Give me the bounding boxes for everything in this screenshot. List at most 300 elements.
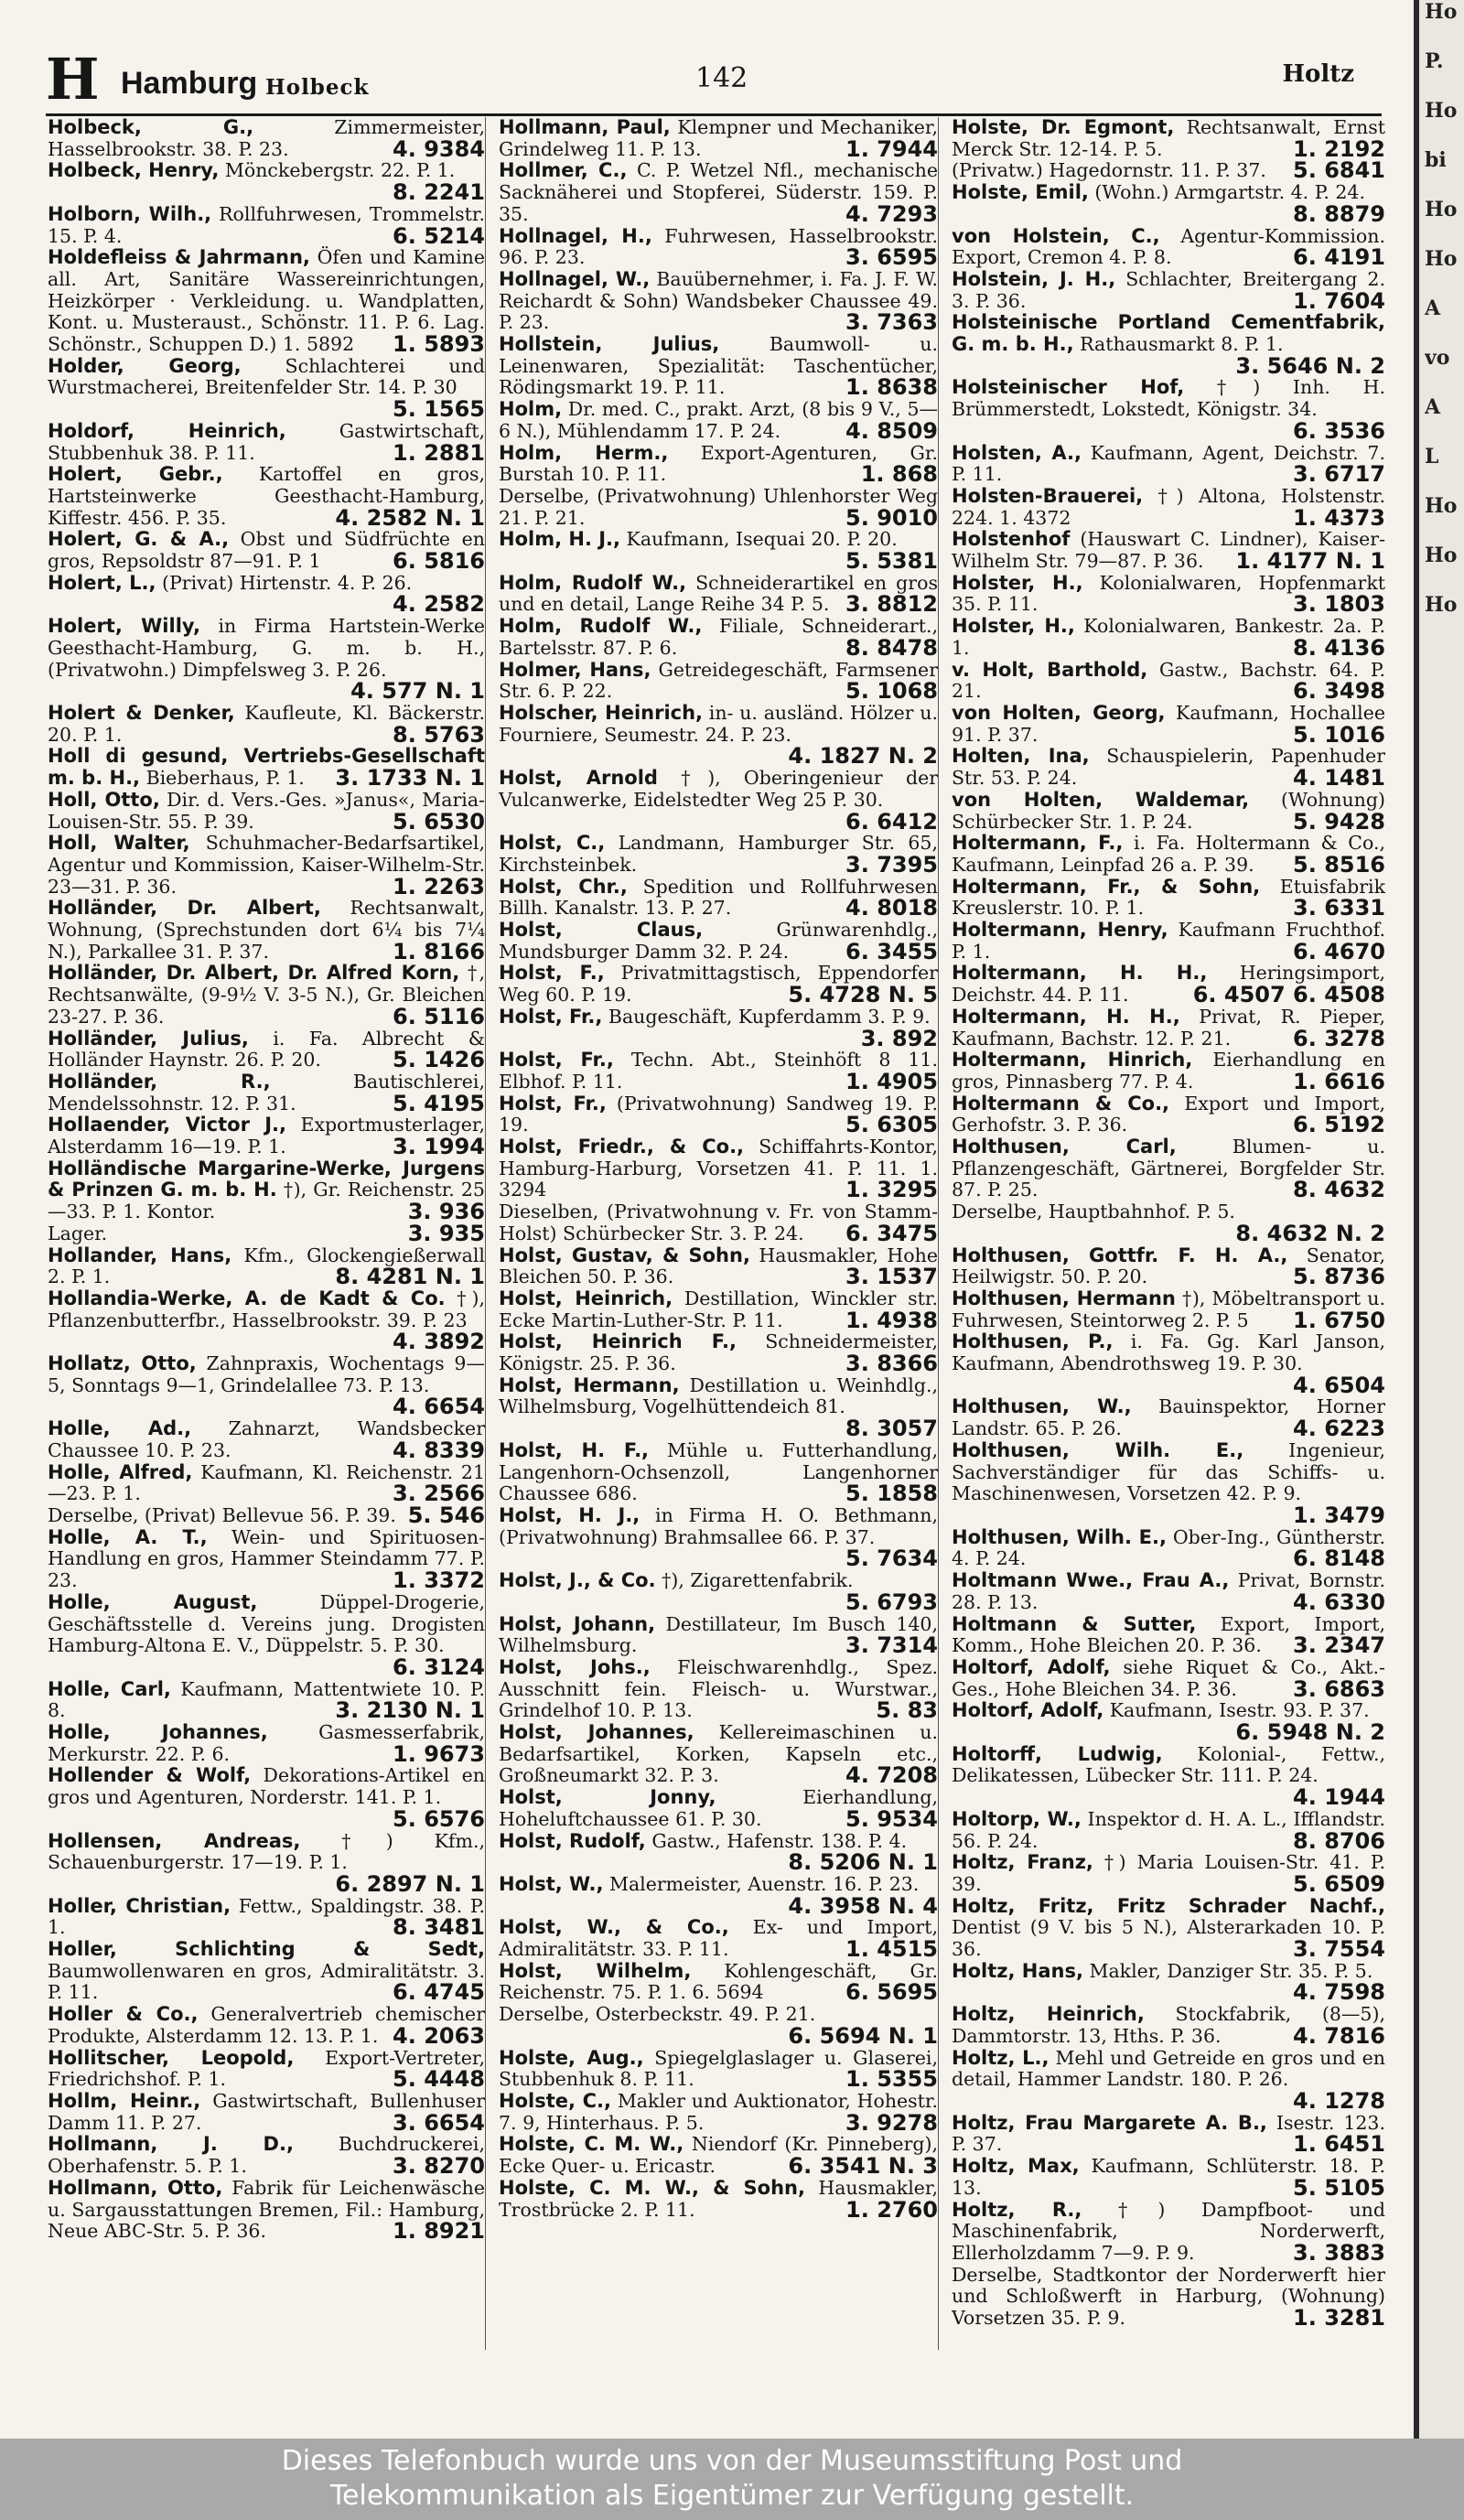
subscriber-name: Holtz, Frau Margarete A. B., bbox=[952, 2111, 1267, 2134]
subscriber-name: Holler & Co., bbox=[48, 2003, 199, 2026]
phone-number: 4. 3958 N. 4 bbox=[788, 1892, 938, 1919]
subscriber-details: Gastwirtschaft, Bullenhuser Damm 11. P. 27. bbox=[48, 2089, 485, 2134]
listing-entry bbox=[48, 963, 485, 1028]
subscriber-details: †) Altona, Holstenstr. 224. 1. 4372 bbox=[952, 484, 1385, 529]
column-2 bbox=[499, 117, 939, 2350]
listing-entry bbox=[499, 1657, 938, 1722]
phone-number: 3. 936 bbox=[407, 1199, 485, 1225]
subscriber-name: Holsten, A., bbox=[952, 441, 1082, 464]
listing-entry bbox=[499, 399, 938, 442]
listing-entry bbox=[499, 1050, 938, 1093]
phone-number: 3. 7554 bbox=[1293, 1936, 1385, 1963]
subscriber-name: Holst, C., bbox=[499, 832, 606, 855]
phone-number: 1. 4177 N. 1 bbox=[1235, 548, 1385, 575]
phone-number: 1. 6451 bbox=[1293, 2131, 1385, 2158]
phone-number: 6. 6412 bbox=[845, 808, 938, 835]
listing-entry bbox=[48, 1220, 485, 1246]
subscriber-details: †), Gr. Reichenstr. 25—33. P. 1. Kontor. bbox=[48, 1179, 485, 1223]
listing-entry bbox=[48, 2048, 485, 2091]
listing-entry bbox=[952, 2265, 1385, 2330]
subscriber-name: Holst, Fr., bbox=[499, 1092, 607, 1115]
subscriber-name: Holm, Rudolf W., bbox=[499, 615, 703, 638]
phone-number: 1. 3295 bbox=[845, 1177, 938, 1203]
subscriber-name: Holst, Arnold bbox=[499, 767, 658, 790]
subscriber-details: Kohlengeschäft, Gr. Reichenstr. 75. P. 1. 6. 5694 bbox=[499, 1959, 938, 2004]
subscriber-details: Derselbe, (Privat) Bellevue 56. P. 39. bbox=[48, 1504, 396, 1526]
edge-fragment: Ho bbox=[1425, 101, 1458, 123]
listing-entry bbox=[499, 1831, 938, 1874]
listing-entry bbox=[952, 1852, 1385, 1895]
phone-number: 8. 8478 bbox=[845, 634, 938, 661]
listing-entry bbox=[48, 2004, 485, 2047]
listing-entry bbox=[48, 703, 485, 746]
subscriber-name: Holle, A. T., bbox=[48, 1525, 208, 1548]
phone-number: 1. 2760 bbox=[845, 2196, 938, 2223]
subscriber-details: (Privat) Hirtenstr. 4. P. 26. bbox=[162, 571, 413, 594]
subscriber-details: (Privatw.) Hagedornstr. 11. P. 37. bbox=[952, 159, 1266, 182]
phone-number: 5. 7634 bbox=[845, 1545, 938, 1572]
page-header bbox=[46, 46, 1382, 113]
subscriber-name: Holste, C. M. W., & Sohn, bbox=[499, 2176, 805, 2199]
listing-entry bbox=[499, 1505, 938, 1570]
subscriber-name: Holert, L., bbox=[48, 571, 156, 594]
phone-number: 3. 6654 bbox=[393, 2109, 485, 2136]
listing-entry bbox=[499, 573, 938, 616]
subscriber-details: Malermeister, Auenstr. 16. P. 23. bbox=[608, 1872, 920, 1895]
subscriber-details: (Wohn.) Armgartstr. 4. P. 24. bbox=[1094, 181, 1365, 204]
subscriber-name: Holländer, R., bbox=[48, 1070, 271, 1093]
subscriber-name: Holste, C. M. W., bbox=[499, 2133, 684, 2156]
subscriber-details: Düppel-Drogerie, Geschäftsstelle d. Vereins jung. Drogisten Hamburg-Altona E. V., Düppelstr. 5. P. 30. bbox=[48, 1590, 485, 1657]
subscriber-name: Holtermann, H. H., bbox=[952, 962, 1208, 985]
subscriber-name: Hollnagel, H., bbox=[499, 224, 652, 247]
subscriber-details: (Privatwohnung) Sandweg 19. P. 19. bbox=[499, 1092, 938, 1136]
subscriber-name: Holthusen, Carl, bbox=[952, 1136, 1177, 1158]
listing-entry bbox=[952, 1744, 1385, 1809]
subscriber-name: Holst, Heinrich F., bbox=[499, 1330, 737, 1353]
listing-entry bbox=[952, 1395, 1385, 1442]
listing-entry bbox=[952, 1245, 1385, 1288]
subscriber-name: Holten, Ina, bbox=[952, 745, 1090, 768]
subscriber-name: Holst, Fr., bbox=[499, 1049, 614, 1072]
phone-number: 5. 5381 bbox=[845, 548, 938, 575]
listing-entry bbox=[952, 157, 1385, 184]
listing-entry bbox=[48, 1722, 485, 1765]
subscriber-details: Kaufleute, Kl. Bäckerstr. 20. P. 1. bbox=[48, 701, 485, 746]
phone-number: 6. 5695 bbox=[845, 1979, 938, 2006]
phone-number: 6. 5116 bbox=[393, 1003, 485, 1029]
phone-number: 3. 9278 bbox=[845, 2109, 938, 2136]
listing-entry bbox=[499, 2048, 938, 2091]
listing-entry bbox=[48, 573, 485, 616]
subscriber-details: Gastwirtschaft, Stubbenhuk 38. P. 11. bbox=[48, 419, 485, 464]
listing-entry bbox=[952, 1440, 1385, 1527]
phone-number: 3. 5646 N. 2 bbox=[1235, 352, 1385, 379]
phone-number: 5. 8516 bbox=[1293, 851, 1385, 878]
subscriber-details: Blumen- u. Pflanzengeschäft, Gärtnerei, Borgfelder Str. 87. P. 25. bbox=[952, 1136, 1385, 1201]
listing-entry bbox=[952, 2200, 1385, 2265]
subscriber-name: Holste, Aug., bbox=[499, 2046, 644, 2069]
subscriber-details: †), Zigarettenfabrik. bbox=[662, 1569, 854, 1592]
phone-number: 5. 6530 bbox=[393, 808, 485, 835]
subscriber-name: Hollmann, Paul, bbox=[499, 117, 671, 138]
phone-number: 3. 1733 N. 1 bbox=[335, 765, 485, 792]
phone-number: 6. 3536 bbox=[1293, 417, 1385, 444]
listing-entry bbox=[952, 1201, 1385, 1244]
listing-entry bbox=[952, 745, 1385, 792]
phone-number: 3. 6863 bbox=[1293, 1675, 1385, 1702]
subscriber-name: Holst, Fr., bbox=[499, 1005, 603, 1028]
subscriber-details: Zimmermeister, Hasselbrookstr. 38. P. 23. bbox=[48, 117, 485, 160]
phone-number: 4. 1944 bbox=[1293, 1784, 1385, 1811]
subscriber-details: in- u. ausländ. Hölzer u. Fourniere, Seumestr. 24. P. 23. bbox=[499, 701, 938, 746]
edge-fragment: L bbox=[1425, 447, 1439, 468]
subscriber-details: Baugeschäft, Kupferdamm 3. P. 9. bbox=[608, 1005, 931, 1028]
phone-number: 5. 6509 bbox=[1293, 1870, 1385, 1897]
edge-fragment: bi bbox=[1425, 150, 1447, 172]
listing-entry bbox=[952, 2048, 1385, 2113]
phone-number: 1. 5893 bbox=[393, 331, 485, 358]
subscriber-name: Holländer, Dr. Albert, Dr. Alfred Korn, bbox=[48, 962, 460, 985]
subscriber-details: Filiale, Schneiderart., Bartelsstr. 87. P. 6. bbox=[499, 615, 938, 659]
subscriber-name: Holscher, Heinrich, bbox=[499, 701, 704, 724]
phone-number: 6. 4745 bbox=[393, 1979, 485, 2006]
listing-entry bbox=[952, 963, 1385, 1006]
listing-entry bbox=[952, 1657, 1385, 1700]
phone-number: 5. 6841 bbox=[1293, 157, 1385, 184]
listing-entry bbox=[499, 2133, 939, 2180]
phone-number: 5. 4195 bbox=[393, 1090, 485, 1116]
phone-number: 5. 546 bbox=[407, 1502, 485, 1528]
subscriber-details: †, Rechtsanwälte, (9-9½ V. 3-5 N.), Gr. Bleichen 23-27. P. 36. bbox=[48, 962, 485, 1028]
subscriber-details: Privat, Bornstr. 28. P. 13. bbox=[952, 1569, 1385, 1613]
subscriber-name: Holtz, Max, bbox=[952, 2155, 1080, 2178]
subscriber-details: Dr. med. C., prakt. Arzt, (8 bis 9 V., 5—6 N.), Mühlendamm 17. P. 24. bbox=[499, 398, 938, 442]
subscriber-details: Kaufmann, Isequai 20. P. 20. bbox=[626, 528, 898, 551]
phone-number: 6. 3541 N. 3 bbox=[788, 2153, 938, 2180]
edge-fragment: A bbox=[1425, 298, 1441, 320]
subscriber-details: Export und Import, Gerhofstr. 3. P. 36. bbox=[952, 1092, 1385, 1136]
listing-entry bbox=[952, 226, 1385, 269]
subscriber-details: Destillation u. Weinhdlg., Wilhelmsburg, Vogelhüttendeich 81. bbox=[499, 1373, 938, 1418]
listing-entry bbox=[499, 117, 938, 160]
phone-number: 4. 577 N. 1 bbox=[350, 678, 485, 705]
subscriber-details: C. P. Wetzel Nfl., mechanische Sacknäherei und Stopferei, Süderstr. 159. P. 35. bbox=[499, 159, 938, 225]
subscriber-name: Holst, Johannes, bbox=[499, 1721, 694, 1744]
phone-number: 4. 7293 bbox=[845, 200, 938, 227]
listing-entry bbox=[952, 703, 1385, 746]
subscriber-details: Bautischlerei, Mendelssohnstr. 12. P. 31. bbox=[48, 1070, 485, 1115]
subscriber-name: Hollaender, Victor J., bbox=[48, 1114, 287, 1136]
subscriber-details: Schlachterei und Wurstmacherei, Breitenfelder Str. 14. P. 30 bbox=[48, 354, 485, 399]
subscriber-details: Rechtsanwalt, Wohnung, (Sprechstunden dort 6¼ bis 7¼ N.), Parkallee 31. P. 37. bbox=[48, 897, 485, 963]
listing-entry bbox=[499, 226, 938, 269]
phone-number: 3. 7363 bbox=[845, 309, 938, 336]
subscriber-details: Schneidermeister, Königstr. 25. P. 36. bbox=[499, 1330, 938, 1375]
phone-number: 3. 1537 bbox=[845, 1264, 938, 1290]
listing-entry bbox=[952, 1288, 1385, 1331]
subscriber-name: Hollstein, Julius, bbox=[499, 333, 720, 356]
subscriber-details: †) Dampfboot- und Maschinenfabrik, Norderwerft, Ellerholzdamm 7—9. P. 9. bbox=[952, 2198, 1385, 2264]
phone-number: 1. 8166 bbox=[393, 938, 485, 964]
phone-number: 1. 8921 bbox=[393, 2218, 485, 2245]
city-name: Hamburg bbox=[121, 66, 258, 101]
listing-entry bbox=[952, 377, 1385, 442]
listing-entry bbox=[48, 1288, 485, 1353]
phone-number: 3. 7314 bbox=[845, 1632, 938, 1659]
listing-entry bbox=[48, 1831, 485, 1896]
column-1 bbox=[48, 117, 486, 2350]
listing-entry bbox=[952, 1896, 1385, 1961]
phone-number: 5. 4448 bbox=[393, 2066, 485, 2093]
listing-entry bbox=[48, 204, 485, 247]
listing-entry bbox=[499, 1874, 938, 1917]
listing-entry bbox=[48, 1527, 485, 1592]
listing-entry bbox=[499, 1201, 938, 1244]
phone-number: 8. 5206 N. 1 bbox=[788, 1849, 938, 1876]
listing-entry bbox=[499, 443, 938, 486]
subscriber-name: Holle, August, bbox=[48, 1590, 258, 1613]
subscriber-name: Holst, Friedr., & Co., bbox=[499, 1136, 745, 1158]
listing-entry bbox=[48, 1028, 485, 1072]
listing-entry bbox=[952, 2004, 1385, 2047]
subscriber-details: Kaufmann, Isestr. 93. P. 37. bbox=[1109, 1699, 1370, 1722]
subscriber-name: Holtz, Franz, bbox=[952, 1851, 1093, 1874]
phone-number: 8. 8706 bbox=[1293, 1827, 1385, 1854]
phone-number: 3. 8812 bbox=[845, 591, 938, 618]
subscriber-details: Kellereimaschinen u. Bedarfsartikel, Korken, Kapseln etc., Großneumarkt 32. P. 3. bbox=[499, 1721, 938, 1787]
phone-number: 8. 8879 bbox=[1293, 200, 1385, 227]
subscriber-details: Zahnarzt, Wandsbecker Chaussee 10. P. 23. bbox=[48, 1417, 485, 1461]
subscriber-name: Holthusen, Wilh. E., bbox=[952, 1525, 1167, 1548]
listing-entry bbox=[952, 1699, 1385, 1746]
subscriber-details: Generalvertrieb chemischer Produkte, Alsterdamm 12. 13. P. 1. bbox=[48, 2003, 485, 2047]
subscriber-details: in Firma Hartstein-Werke Geesthacht-Hamburg, G. m. b. H., (Privatwohn.) Dimpfelsweg 3. P. 26. bbox=[48, 615, 485, 681]
phone-number: 1. 6750 bbox=[1293, 1307, 1385, 1333]
subscriber-name: Holert, Gebr., bbox=[48, 463, 223, 486]
last-entry-name: Holtz bbox=[1282, 60, 1354, 88]
subscriber-details: Derselbe, Osterbeckstr. 49. P. 21. bbox=[499, 2003, 816, 2026]
subscriber-name: v. Holt, Barthold, bbox=[952, 658, 1148, 681]
phone-number: 6. 3278 bbox=[1293, 1025, 1385, 1051]
subscriber-name: Hollander, Hans, bbox=[48, 1244, 232, 1266]
subscriber-details: Mönckebergstr. 22. P. 1. bbox=[224, 159, 456, 182]
phone-number: 4. 1278 bbox=[1293, 2087, 1385, 2114]
subscriber-details: Dieselben, (Privatwohnung v. Fr. von Stamm-Holst) Schürbecker Str. 3. P. 24. bbox=[499, 1201, 938, 1244]
subscriber-details: Kaufmann, Hochallee 91. P. 37. bbox=[952, 701, 1385, 746]
subscriber-details: Kaufmann, Agent, Deichstr. 7. P. 11. bbox=[952, 441, 1385, 486]
phone-number: 3. 6717 bbox=[1293, 461, 1385, 488]
subscriber-name: Holert, Willy, bbox=[48, 615, 200, 638]
subscriber-name: Hollnagel, W., bbox=[499, 267, 651, 290]
subscriber-name: Holtz, L., bbox=[952, 2046, 1050, 2069]
subscriber-details: Fleischwarenhdlg., Spez. Ausschnitt fein. Fleisch- u. Wurstwar., Grindelhof 10. P. 13. bbox=[499, 1655, 938, 1722]
subscriber-details: Obst und Südfrüchte en gros, Repsoldstr 87—91. P. 1 bbox=[48, 528, 485, 573]
phone-number: 5. 6576 bbox=[393, 1805, 485, 1832]
phone-number: 4. 3892 bbox=[393, 1329, 485, 1355]
subscriber-name: Holst, Jonny, bbox=[499, 1786, 716, 1809]
subscriber-details: Schneiderartikel en gros und en detail, Lange Reihe 34 P. 5. bbox=[499, 571, 938, 616]
listing-entry bbox=[952, 877, 1385, 920]
subscriber-details: †) Kfm., Schauenburgerstr. 17—19. P. 1. bbox=[48, 1829, 485, 1874]
listing-entry bbox=[48, 159, 485, 206]
phone-number: 3. 8366 bbox=[845, 1351, 938, 1377]
subscriber-name: Holthusen, P., bbox=[952, 1330, 1114, 1353]
phone-number: 1. 4905 bbox=[845, 1068, 938, 1094]
subscriber-details: Fabrik für Leichenwäsche u. Sargausstattungen Bremen, Fil.: Hamburg, Neue ABC-Str. 5. P. 36. bbox=[48, 2176, 485, 2243]
subscriber-name: Holl, Walter, bbox=[48, 832, 190, 855]
subscriber-details: Hausmakler, Hohe Bleichen 50. P. 36. bbox=[499, 1244, 938, 1288]
edge-fragment: A bbox=[1425, 397, 1441, 419]
phone-number: 3. 1994 bbox=[393, 1134, 485, 1160]
listing-entry bbox=[499, 1093, 938, 1136]
listing-entry bbox=[499, 1614, 938, 1657]
phone-number: 8. 3057 bbox=[845, 1416, 938, 1442]
subscriber-details: (Hauswart C. Lindner), Kaiser-Wilhelm Str. 79—87. P. 36. bbox=[952, 528, 1385, 573]
phone-number: 6. 4670 bbox=[1293, 938, 1385, 964]
phone-number: 6. 3475 bbox=[845, 1220, 938, 1246]
subscriber-name: Holthusen, Hermann bbox=[952, 1287, 1176, 1309]
subscriber-details: Landmann, Hamburger Str. 65, Kirchsteinbek. bbox=[499, 832, 938, 876]
subscriber-name: Holst, H. F., bbox=[499, 1438, 650, 1461]
subscriber-name: Holtorff, Ludwig, bbox=[952, 1742, 1163, 1765]
subscriber-name: Holthusen, W., bbox=[952, 1395, 1132, 1418]
subscriber-name: Holländische Margarine-Werke, Jurgens & Prinzen G. m. b. H. bbox=[48, 1157, 485, 1201]
subscriber-name: Holler, Christian, bbox=[48, 1894, 231, 1917]
subscriber-details: Senator, Heilwigstr. 50. P. 20. bbox=[952, 1244, 1385, 1288]
subscriber-details: in Firma H. O. Bethmann, (Privatwohnung) Brahmsallee 66. P. 37. bbox=[499, 1504, 938, 1548]
subscriber-details: Gasmesserfabrik, Merkurstr. 22. P. 6. bbox=[48, 1721, 485, 1765]
listing-entry bbox=[48, 1115, 485, 1158]
subscriber-details: i. Fa. Holtermann & Co., Kaufmann, Leinpfad 26 a. P. 39. bbox=[952, 832, 1385, 876]
phone-number: 4. 7208 bbox=[845, 1762, 938, 1789]
subscriber-details: Eierhandlung, Hoheluftchaussee 61. P. 30. bbox=[499, 1786, 938, 1830]
phone-number: 3. 892 bbox=[860, 1025, 938, 1051]
listing-entry bbox=[48, 1896, 485, 1939]
phone-number: 6. 3124 bbox=[393, 1653, 485, 1680]
subscriber-details: Kolonial-, Fettw., Delikatessen, Lübecker Str. 111. P. 24. bbox=[952, 1742, 1385, 1787]
phone-number: 3. 2130 N. 1 bbox=[335, 1697, 485, 1724]
subscriber-name: Holst, Wilhelm, bbox=[499, 1959, 692, 1982]
subscriber-name: Holtz, Fritz, Fritz Schrader Nachf., bbox=[952, 1894, 1385, 1917]
subscriber-name: Holstein, J. H., bbox=[952, 267, 1116, 290]
listing-entry bbox=[48, 356, 485, 421]
subscriber-name: Holbeck, Henry, bbox=[48, 159, 220, 182]
subscriber-name: Holtermann, Fr., & Sohn, bbox=[952, 875, 1261, 898]
subscriber-details: Kfm., Glockengießerwall 2. P. 1. bbox=[48, 1244, 485, 1288]
subscriber-name: Hollitscher, Leopold, bbox=[48, 2046, 295, 2069]
listing-entry bbox=[952, 573, 1385, 616]
edge-fragment: Ho bbox=[1425, 2, 1458, 24]
phone-number: 4. 7598 bbox=[1293, 1979, 1385, 2006]
phone-number: 3. 6331 bbox=[1293, 895, 1385, 921]
subscriber-details: Getreidegeschäft, Farmsener Str. 6. P. 22. bbox=[499, 658, 938, 703]
phone-number: 4. 2582 N. 1 bbox=[335, 504, 485, 531]
subscriber-details: Ingenieur, Sachverständiger für das Schiffs- u. Maschinenwesen, Vorsetzen 42. P. 9. bbox=[952, 1438, 1385, 1505]
subscriber-details: Kaufmann, Schlüterstr. 18. P. 13. bbox=[952, 2155, 1385, 2199]
listing-entry bbox=[499, 920, 938, 963]
subscriber-name: von Holten, Waldemar, bbox=[952, 788, 1250, 811]
phone-number: 3. 1803 bbox=[1293, 591, 1385, 618]
listing-entry bbox=[499, 833, 938, 876]
phone-number: 3. 8270 bbox=[393, 2153, 485, 2180]
subscriber-details: Ex- und Import, Admiralitätstr. 33. P. 11. bbox=[499, 1916, 938, 1961]
phone-number: 3. 935 bbox=[407, 1220, 485, 1246]
subscriber-details: Kaufmann, Kl. Reichenstr. 21—23. P. 1. bbox=[48, 1460, 485, 1505]
listing-entry bbox=[48, 1245, 485, 1288]
edge-fragment: vo bbox=[1425, 348, 1450, 370]
phone-number: 1. 4938 bbox=[845, 1307, 938, 1333]
subscriber-name: von Holstein, C., bbox=[952, 224, 1160, 247]
subscriber-name: Holtmann Wwe., Frau A., bbox=[952, 1569, 1230, 1592]
subscriber-name: Holtorp, W., bbox=[952, 1807, 1082, 1830]
listing-entry bbox=[952, 269, 1385, 312]
phone-number: 6. 4507 6. 4508 bbox=[1192, 982, 1385, 1008]
subscriber-name: Holtermann, Henry, bbox=[952, 919, 1168, 942]
subscriber-name: Holst, Johs., bbox=[499, 1655, 651, 1678]
header-rule bbox=[46, 113, 1382, 116]
subscriber-details: Kaufmann, Mattentwiete 10. P. 8. bbox=[48, 1677, 485, 1722]
subscriber-details: †) Maria Louisen-Str. 41. P. 39. bbox=[952, 1851, 1385, 1895]
subscriber-name: Holtermann & Co., bbox=[952, 1092, 1170, 1115]
subscriber-name: Holbeck, G., bbox=[48, 117, 254, 138]
phone-number: 1. 9673 bbox=[393, 1740, 485, 1767]
subscriber-name: Holtorf, Adolf, bbox=[952, 1699, 1104, 1722]
phone-number: 1. 7604 bbox=[1293, 287, 1385, 314]
subscriber-details: Export-Vertreter, Friedrichshof. P. 1. bbox=[48, 2046, 485, 2091]
listing-entry bbox=[499, 1722, 938, 1787]
phone-number: 1. 2881 bbox=[393, 439, 485, 466]
subscriber-name: Holster, H., bbox=[952, 615, 1075, 638]
subscriber-details: Kolonialwaren, Hopfenmarkt 35. P. 11. bbox=[952, 571, 1385, 616]
phone-number: 1. 7944 bbox=[845, 135, 938, 162]
listing-entry bbox=[952, 1961, 1385, 2004]
listing-entry bbox=[952, 920, 1385, 963]
phone-number: 6. 8148 bbox=[1293, 1545, 1385, 1572]
listing-entry bbox=[499, 1787, 938, 1830]
subscriber-name: Holtermann, Hinrich, bbox=[952, 1049, 1193, 1072]
phone-number: 5. 8736 bbox=[1293, 1264, 1385, 1290]
subscriber-details: Export-Agenturen, Gr. Burstah 10. P. 11. bbox=[499, 441, 938, 486]
subscriber-details: Baumwoll- u. Leinenwaren, Spezialität: Taschentücher, Rödingsmarkt 19. P. 11. bbox=[499, 333, 938, 399]
subscriber-details: Dir. d. Vers.-Ges. »Janus«, Maria-Louisen-Str. 55. P. 39. bbox=[48, 788, 485, 833]
phone-number: 8. 3481 bbox=[393, 1914, 485, 1941]
subscriber-name: Holsteinische Portland Cementfabrik, G. m. b. H., bbox=[952, 311, 1385, 356]
phone-number: 5. 6793 bbox=[845, 1588, 938, 1615]
phone-number: 4. 2063 bbox=[393, 2022, 485, 2049]
listing-entry bbox=[952, 443, 1385, 486]
listing-entry bbox=[48, 247, 485, 356]
subscriber-name: Holm, bbox=[499, 398, 563, 421]
listing-entry bbox=[48, 898, 485, 963]
listing-entry bbox=[499, 269, 938, 334]
phone-number: 3. 3883 bbox=[1293, 2239, 1385, 2266]
subscriber-name: Holst, Rudolf, bbox=[499, 1829, 646, 1852]
subscriber-name: Holder, Georg, bbox=[48, 354, 242, 377]
listing-entry bbox=[499, 2004, 938, 2047]
subscriber-name: Holst, Chr., bbox=[499, 875, 628, 898]
subscriber-name: Holst, F., bbox=[499, 962, 605, 985]
subscriber-details: Schauspielerin, Papenhuder Str. 53. P. 24. bbox=[952, 745, 1385, 790]
subscriber-details: Buchdruckerei, Oberhafenstr. 5. P. 1. bbox=[48, 2133, 485, 2178]
phone-number: 6. 3455 bbox=[845, 938, 938, 964]
listing-entry bbox=[499, 1440, 938, 1505]
subscriber-details: Destillation, Winckler str. Ecke Martin-Luther-Str. P. 11. bbox=[499, 1287, 938, 1331]
subscriber-details: Klempner und Mechaniker, Grindelweg 11. P. 13. bbox=[499, 117, 938, 160]
footer-banner bbox=[0, 2439, 1464, 2520]
phone-number: 4. 8509 bbox=[845, 417, 938, 444]
listing-entry bbox=[499, 334, 938, 399]
